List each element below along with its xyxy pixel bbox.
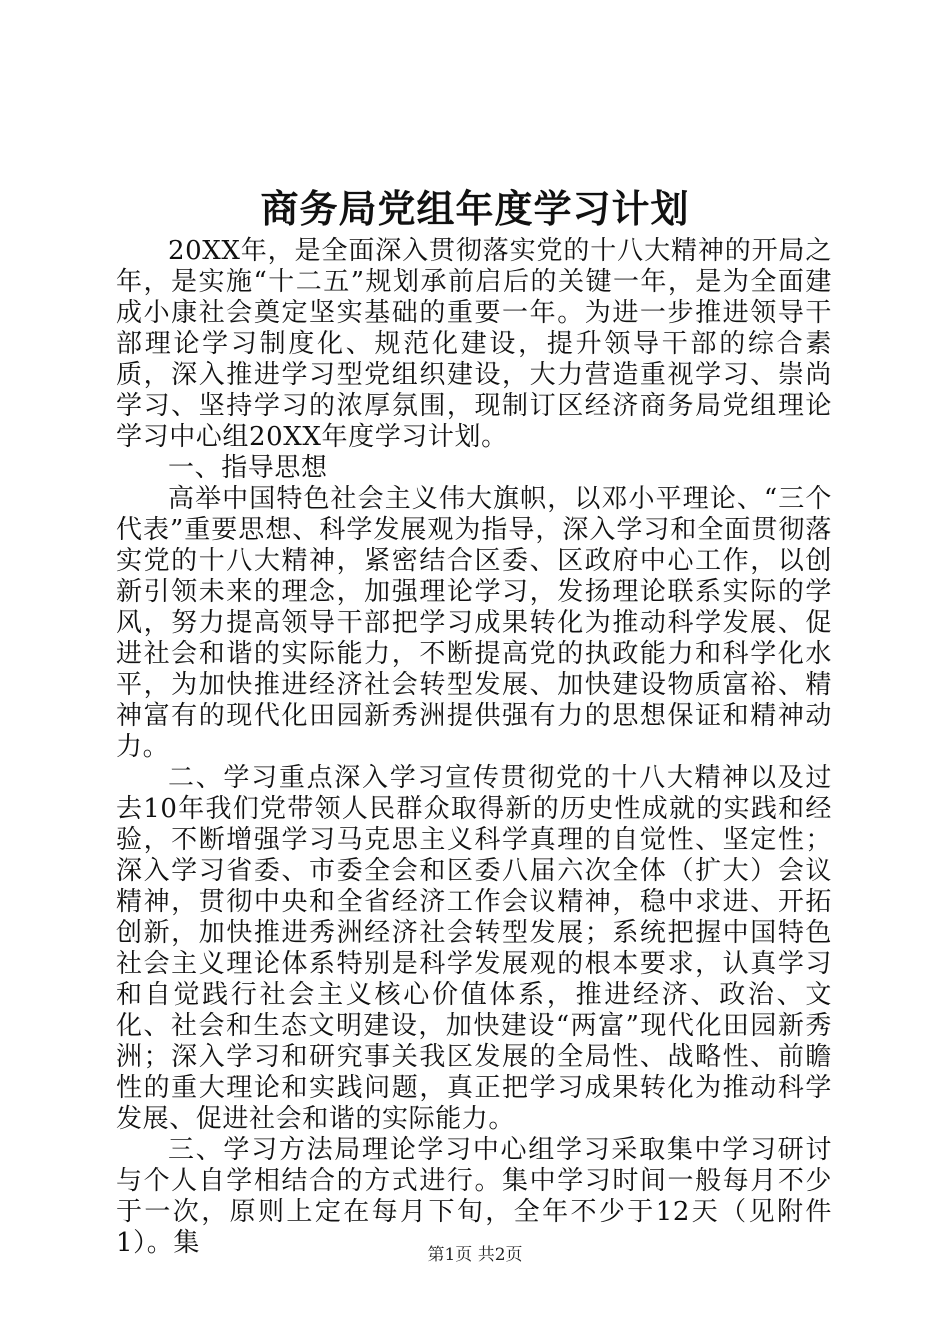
- study-focus-paragraph: 二、学习重点深入学习宣传贯彻党的十八大精神以及过去10年我们党带领人民群众取得新的历史性成就的实践和经验，不断增强学习马克思主义科学真理的自觉性、坚定性；深入学习省委、市委全会和区委八届六次全体（扩大）会议精神，贯彻中央和全省经济工作会议精神，稳中求进、开拓创新，加快推进秀洲经济社会转型发展；系统把握中国特色社会主义理论体系特别是科学发展观的根本要求，认真学习和自觉践行社会主义核心价值体系，推进经济、政治、文化、社会和生态文明建设，加快建设“两富”现代化田园新秀洲；深入学习和研究事关我区发展的全局性、战略性、前瞻性的重大理论和实践问题，真正把学习成果转化为推动科学发展、促进社会和谐的实际能力。: [116, 763, 832, 1134]
- document-body: [116, 236, 832, 1259]
- page-number-footer: 第1页 共2页: [427, 1245, 523, 1265]
- study-method-paragraph: 三、学习方法局理论学习中心组学习采取集中学习研讨与个人自学相结合的方式进行。集中学习时间一般每月不少于一次，原则上定在每月下旬，全年不少于12天（见附件1）。集: [116, 1135, 832, 1258]
- guiding-thought-paragraph: 高举中国特色社会主义伟大旗帜，以邓小平理论、“三个代表”重要思想、科学发展观为指导，深入学习和全面贯彻落实党的十八大精神，紧密结合区委、区政府中心工作，以创新引领未来的理念，加强理论学习，发扬理论联系实际的学风，努力提高领导干部把学习成果转化为推动科学发展、促进社会和谐的实际能力，不断提高党的执政能力和科学化水平，为加快推进经济社会转型发展、加快建设物质富裕、精神富有的现代化田园新秀洲提供强有力的思想保证和精神动力。: [116, 484, 832, 762]
- intro-paragraph: 20XX年，是全面深入贯彻落实党的十八大精神的开局之年，是实施“十二五”规划承前启后的关键一年，是为全面建成小康社会奠定坚实基础的重要一年。为进一步推进领导干部理论学习制度化、规范化建设，提升领导干部的综合素质，深入推进学习型党组织建设，大力营造重视学习、崇尚学习、坚持学习的浓厚氛围，现制订区经济商务局党组理论学习中心组20XX年度学习计划。: [116, 236, 832, 452]
- document-title: 商务局党组年度学习计划: [260, 186, 690, 231]
- section-heading-guiding-thought: 一、指导思想: [168, 453, 328, 483]
